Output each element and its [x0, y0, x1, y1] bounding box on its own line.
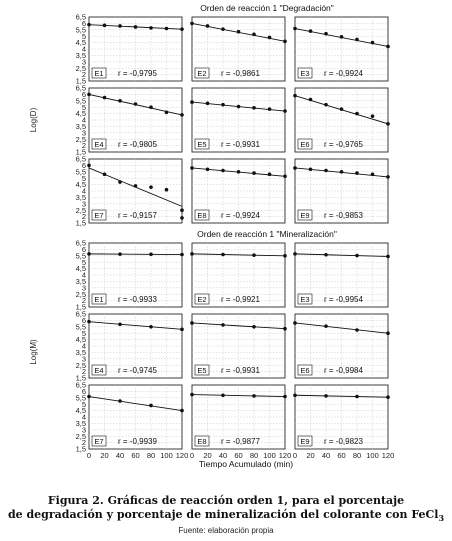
degradation-e5-point — [268, 107, 272, 111]
degradation-e1-point — [180, 27, 184, 31]
mineralization-e8-xtick-label: 0 — [189, 451, 195, 460]
mineralization-e9-panel — [293, 385, 394, 460]
mineralization-group-title: Orden de reacción 1 "Mineralización" — [197, 229, 337, 239]
degradation-e1-label: E1 — [94, 69, 104, 78]
degradation-e1-ytick-label: 2,5 — [75, 63, 86, 73]
degradation-e6-point — [340, 107, 344, 111]
degradation-e4-point — [165, 111, 169, 115]
mineralization-e8-xtick-label: 120 — [278, 451, 292, 460]
mineralization-e1-fit-line — [89, 254, 182, 255]
degradation-e3-point — [340, 35, 344, 39]
degradation-e1-ytick-label: 1,5 — [75, 76, 86, 86]
caption-line-2-text: de degradación y porcentaje de mineralización del colorante con FeCl — [7, 508, 439, 521]
degradation-e5-r-value: r = -0,9931 — [221, 140, 260, 149]
mineralization-e3-r-value: r = -0,9954 — [324, 295, 363, 304]
degradation-e1-point — [118, 24, 122, 28]
mineralization-e7-ytick-label: 3 — [81, 425, 86, 435]
degradation-e6-point — [324, 103, 328, 107]
degradation-e8-point — [283, 174, 287, 178]
mineralization-e1-point — [180, 253, 184, 257]
degradation-e4-ytick-label: 2 — [81, 141, 86, 151]
mineralization-e3-panel — [293, 243, 390, 307]
mineralization-e4-ytick-label: 5,5 — [75, 322, 86, 332]
degradation-e7-ytick-label: 5 — [81, 173, 86, 183]
degradation-e4-r-value: r = -0,9805 — [118, 140, 157, 149]
mineralization-e8-xtick-label: 60 — [234, 451, 243, 460]
degradation-e6-point — [386, 122, 390, 126]
degradation-e4-point — [134, 102, 138, 106]
degradation-e6-panel — [293, 88, 390, 152]
degradation-e1-r-value: r = -0,9795 — [118, 69, 157, 78]
mineralization-e4-r-value: r = -0,9745 — [118, 366, 157, 375]
mineralization-e1-ytick-label: 3,5 — [75, 277, 86, 286]
degradation-e1-ytick-label: 6,5 — [75, 12, 86, 22]
mineralization-e4-ytick-label: 3 — [81, 354, 86, 364]
degradation-e5-point — [221, 103, 225, 107]
degradation-e9-point — [324, 169, 328, 173]
mineralization-e8-point — [252, 394, 256, 398]
mineralization-e8-point — [221, 393, 225, 397]
degradation-e7-ytick-label: 4 — [81, 186, 86, 196]
degradation-e6-r-value: r = -0,9765 — [324, 140, 363, 149]
mineralization-e1-ytick-label: 6,5 — [75, 238, 86, 248]
degradation-e7-ytick-label: 1,5 — [75, 218, 86, 228]
mineralization-e7-xtick-label: 20 — [100, 451, 109, 460]
degradation-e9-label: E9 — [300, 211, 310, 220]
mineralization-e6-r-value: r = -0,9984 — [324, 366, 363, 375]
mineralization-e2-point — [283, 254, 287, 258]
figure-caption — [0, 494, 452, 536]
mineralization-e9-xtick-label: 20 — [306, 451, 315, 460]
mineralization-e9-xtick-label: 40 — [321, 451, 331, 460]
mineralization-e7-ytick-label: 2,5 — [75, 431, 86, 441]
mineralization-e4-ytick-label: 2,5 — [75, 360, 86, 370]
degradation-e2-point — [237, 30, 241, 34]
mineralization-e4-point — [149, 325, 153, 329]
degradation-e9-r-value: r = -0,9853 — [324, 211, 363, 220]
degradation-e3-point — [355, 38, 359, 42]
mineralization-y-axis-title: Log(M) — [29, 339, 38, 365]
mineralization-e7-xtick-label: 60 — [131, 451, 140, 460]
degradation-e2-point — [190, 22, 194, 26]
mineralization-e7-ytick-label: 6 — [81, 387, 86, 396]
degradation-e1-ytick-label: 6 — [81, 19, 86, 28]
degradation-e1-point — [134, 25, 138, 29]
degradation-e7-ytick-label: 2 — [81, 212, 86, 222]
degradation-e4-panel — [76, 84, 184, 157]
degradation-e4-ytick-label: 6 — [81, 90, 86, 99]
mineralization-e4-ytick-label: 4,5 — [75, 335, 86, 345]
mineralization-e5-r-value: r = -0,9931 — [221, 366, 260, 375]
degradation-e7-ytick-label: 6,5 — [75, 154, 86, 164]
mineralization-e1-ytick-label: 6 — [81, 245, 86, 254]
mineralization-e8-point — [283, 395, 287, 399]
mineralization-e2-point — [221, 253, 225, 257]
degradation-e4-point — [149, 105, 153, 109]
mineralization-e1-ytick-label: 5,5 — [75, 251, 86, 261]
degradation-e6-point — [371, 114, 375, 118]
degradation-e4-ytick-label: 4,5 — [75, 109, 86, 119]
degradation-e5-point — [237, 105, 241, 109]
degradation-e8-point — [221, 169, 225, 173]
degradation-e9-point — [355, 171, 359, 175]
mineralization-e8-r-value: r = -0,9877 — [221, 437, 260, 446]
mineralization-e4-point — [87, 320, 91, 324]
mineralization-e2-point — [190, 252, 194, 256]
degradation-e2-point — [252, 32, 256, 36]
degradation-e7-point — [87, 164, 91, 168]
degradation-e1-ytick-label: 5,5 — [75, 25, 86, 35]
mineralization-e3-point — [324, 253, 328, 257]
mineralization-e8-xtick-label: 20 — [203, 451, 212, 460]
degradation-e8-point — [237, 170, 241, 174]
mineralization-e1-ytick-label: 1,5 — [75, 302, 86, 312]
degradation-e7-ytick-label: 6 — [81, 161, 86, 170]
degradation-e4-point — [87, 93, 91, 97]
mineralization-e9-label: E9 — [300, 437, 310, 446]
degradation-e4-point — [103, 96, 107, 100]
mineralization-e7-ytick-label: 4 — [81, 412, 86, 422]
degradation-e5-point — [283, 109, 287, 113]
degradation-e7-panel — [76, 155, 184, 228]
mineralization-e7-xtick-label: 40 — [115, 451, 125, 460]
degradation-y-axis-title: Log(D) — [29, 107, 38, 133]
mineralization-e9-point — [386, 395, 390, 399]
degradation-e4-point — [180, 113, 184, 117]
mineralization-e4-point — [180, 328, 184, 332]
mineralization-e9-xtick-label: 100 — [366, 451, 379, 460]
degradation-e4-label: E4 — [94, 140, 104, 149]
degradation-e6-point — [309, 98, 313, 102]
degradation-e8-panel — [190, 159, 287, 223]
mineralization-e9-point — [355, 395, 359, 399]
degradation-e1-ytick-label: 3 — [81, 57, 86, 67]
mineralization-e3-label: E3 — [300, 295, 310, 304]
mineralization-e1-ytick-label: 5 — [81, 257, 86, 267]
mineralization-e8-point — [190, 393, 194, 397]
degradation-e7-point — [149, 185, 153, 189]
degradation-e7-point — [103, 173, 107, 177]
degradation-e7-ytick-label: 3,5 — [75, 193, 86, 202]
degradation-e9-point — [371, 173, 375, 177]
degradation-e1-point — [149, 26, 153, 30]
mineralization-e1-point — [87, 252, 91, 256]
degradation-e4-ytick-label: 5 — [81, 102, 86, 112]
degradation-e1-ytick-label: 2 — [81, 70, 86, 80]
caption-line-1: Figura 2. Gráficas de reacción orden 1, para el porcentaje — [47, 494, 405, 507]
mineralization-e1-ytick-label: 2 — [81, 296, 86, 306]
degradation-e8-point — [206, 167, 210, 171]
mineralization-e7-ytick-label: 5,5 — [75, 393, 86, 403]
degradation-e1-ytick-label: 3,5 — [75, 51, 86, 60]
degradation-e3-point — [324, 32, 328, 36]
mineralization-e7-point — [118, 399, 122, 403]
degradation-e2-panel — [190, 17, 287, 81]
caption-subscript: 3 — [438, 513, 445, 524]
degradation-e1-ytick-label: 4 — [81, 44, 86, 54]
mineralization-e4-ytick-label: 6,5 — [75, 309, 86, 319]
degradation-e9-point — [386, 175, 390, 179]
mineralization-e9-point — [324, 394, 328, 398]
degradation-e4-ytick-label: 4 — [81, 115, 86, 125]
mineralization-e6-label: E6 — [300, 366, 310, 375]
degradation-e9-point — [309, 167, 313, 171]
mineralization-e6-panel — [293, 314, 390, 378]
mineralization-e1-ytick-label: 4,5 — [75, 264, 86, 274]
mineralization-e7-panel — [76, 381, 189, 460]
degradation-e4-ytick-label: 1,5 — [75, 147, 86, 157]
degradation-e2-point — [221, 27, 225, 31]
x-axis-title: Tiempo Acumulado (min) — [198, 459, 294, 469]
degradation-e1-point — [165, 27, 169, 31]
mineralization-e7-point — [87, 395, 91, 399]
degradation-e4-ytick-label: 6,5 — [75, 83, 86, 93]
degradation-e3-r-value: r = -0,9924 — [324, 69, 363, 78]
mineralization-e5-point — [283, 327, 287, 331]
mineralization-e7-xtick-label: 100 — [160, 451, 173, 460]
mineralization-e6-point — [355, 328, 359, 332]
degradation-e1-point — [87, 23, 91, 27]
mineralization-e7-xtick-label: 120 — [175, 451, 189, 460]
mineralization-e5-label: E5 — [197, 366, 207, 375]
mineralization-e4-panel — [76, 310, 184, 383]
degradation-e4-ytick-label: 2,5 — [75, 134, 86, 144]
mineralization-e1-point — [118, 252, 122, 256]
caption-source: Fuente: elaboración propia — [178, 526, 274, 536]
degradation-e6-point — [355, 112, 359, 116]
degradation-e5-point — [252, 106, 256, 110]
mineralization-e4-point — [118, 322, 122, 326]
mineralization-e8-panel — [190, 385, 291, 460]
degradation-e5-panel — [190, 88, 287, 152]
degradation-e4-ytick-label: 5,5 — [75, 96, 86, 106]
mineralization-e5-point — [252, 325, 256, 329]
degradation-e1-panel — [76, 13, 184, 86]
degradation-e2-point — [206, 24, 210, 28]
mineralization-e1-point — [149, 252, 153, 256]
degradation-e6-point — [293, 94, 297, 98]
mineralization-e5-point — [190, 321, 194, 325]
mineralization-e1-label: E1 — [94, 295, 104, 304]
mineralization-e7-ytick-label: 4,5 — [75, 406, 86, 416]
degradation-e8-r-value: r = -0,9924 — [221, 211, 260, 220]
mineralization-e7-point — [180, 409, 184, 413]
degradation-e7-ytick-label: 5,5 — [75, 167, 86, 177]
caption-line-2 — [0, 508, 452, 525]
mineralization-e9-point — [293, 393, 297, 397]
degradation-e5-label: E5 — [197, 140, 207, 149]
mineralization-e4-ytick-label: 2 — [81, 367, 86, 377]
mineralization-e1-ytick-label: 4 — [81, 270, 86, 280]
mineralization-e9-xtick-label: 0 — [292, 451, 298, 460]
degradation-e8-point — [190, 166, 194, 170]
mineralization-e4-ytick-label: 6 — [81, 316, 86, 325]
mineralization-e8-xtick-label: 40 — [218, 451, 228, 460]
mineralization-e4-label: E4 — [94, 366, 104, 375]
mineralization-e7-ytick-label: 1,5 — [75, 444, 86, 454]
degradation-e7-point — [118, 180, 122, 184]
degradation-e7-ytick-label: 4,5 — [75, 180, 86, 190]
mineralization-e4-ytick-label: 1,5 — [75, 373, 86, 383]
degradation-e3-label: E3 — [300, 69, 310, 78]
degradation-e4-point — [118, 99, 122, 103]
mineralization-e7-xtick-label: 0 — [86, 451, 92, 460]
mineralization-e2-r-value: r = -0,9921 — [221, 295, 260, 304]
mineralization-e4-ytick-label: 4 — [81, 341, 86, 351]
mineralization-e7-label: E7 — [94, 437, 104, 446]
mineralization-e4-ytick-label: 5 — [81, 328, 86, 338]
degradation-e3-panel — [293, 17, 390, 81]
mineralization-e3-point — [386, 255, 390, 259]
mineralization-e7-ytick-label: 6,5 — [75, 380, 86, 390]
degradation-e7-point — [180, 216, 184, 220]
mineralization-e7-xtick-label: 80 — [146, 451, 156, 460]
degradation-e1-point — [103, 24, 107, 28]
degradation-e4-ytick-label: 3 — [81, 128, 86, 138]
degradation-e3-point — [309, 29, 313, 33]
degradation-e7-r-value: r = -0,9157 — [118, 211, 157, 220]
mineralization-e8-label: E8 — [197, 437, 207, 446]
mineralization-e9-xtick-label: 80 — [352, 451, 362, 460]
degradation-e7-point — [165, 188, 169, 192]
mineralization-e8-xtick-label: 100 — [263, 451, 276, 460]
mineralization-e6-point — [293, 321, 297, 325]
degradation-e1-ytick-label: 4,5 — [75, 38, 86, 48]
mineralization-e6-point — [324, 324, 328, 328]
degradation-e1-ytick-label: 5 — [81, 31, 86, 41]
degradation-group-title: Orden de reacción 1 "Degradación" — [200, 3, 334, 13]
mineralization-e2-panel — [190, 243, 287, 307]
degradation-e7-ytick-label: 2,5 — [75, 205, 86, 215]
degradation-e2-point — [283, 40, 287, 44]
mineralization-e3-point — [355, 254, 359, 258]
mineralization-e5-panel — [190, 314, 287, 378]
mineralization-e3-point — [293, 252, 297, 256]
degradation-e2-point — [268, 36, 272, 40]
degradation-e2-label: E2 — [197, 69, 207, 78]
degradation-e8-point — [252, 171, 256, 175]
mineralization-e7-ytick-label: 5 — [81, 399, 86, 409]
mineralization-e7-r-value: r = -0,9939 — [118, 437, 157, 446]
degradation-e5-point — [206, 102, 210, 106]
degradation-e6-label: E6 — [300, 140, 310, 149]
mineralization-e7-ytick-label: 3,5 — [75, 419, 86, 428]
degradation-e9-panel — [293, 159, 390, 223]
mineralization-e4-ytick-label: 3,5 — [75, 348, 86, 357]
mineralization-e9-xtick-label: 60 — [337, 451, 346, 460]
mineralization-e8-xtick-label: 80 — [249, 451, 259, 460]
degradation-e3-point — [371, 41, 375, 45]
degradation-e3-point — [293, 27, 297, 31]
degradation-e9-point — [340, 170, 344, 174]
mineralization-e1-ytick-label: 2,5 — [75, 289, 86, 299]
mineralization-e9-r-value: r = -0,9823 — [324, 437, 363, 446]
degradation-e7-label: E7 — [94, 211, 104, 220]
degradation-e7-point — [134, 184, 138, 188]
degradation-e9-point — [293, 166, 297, 170]
degradation-e8-point — [268, 173, 272, 177]
degradation-e5-point — [190, 100, 194, 104]
mineralization-e7-ytick-label: 2 — [81, 438, 86, 448]
degradation-e4-ytick-label: 3,5 — [75, 122, 86, 131]
mineralization-e1-ytick-label: 3 — [81, 283, 86, 293]
mineralization-e1-panel — [76, 239, 184, 312]
degradation-e2-r-value: r = -0,9861 — [221, 69, 260, 78]
mineralization-e6-point — [386, 331, 390, 335]
mineralization-e1-r-value: r = -0,9933 — [118, 295, 157, 304]
mineralization-e5-point — [221, 323, 225, 327]
degradation-e3-point — [386, 45, 390, 49]
mineralization-e7-point — [149, 404, 153, 408]
mineralization-e2-point — [252, 253, 256, 257]
degradation-e7-ytick-label: 3 — [81, 199, 86, 209]
degradation-e7-point — [180, 208, 184, 212]
mineralization-e9-xtick-label: 120 — [381, 451, 395, 460]
degradation-e8-label: E8 — [197, 211, 207, 220]
mineralization-e2-label: E2 — [197, 295, 207, 304]
